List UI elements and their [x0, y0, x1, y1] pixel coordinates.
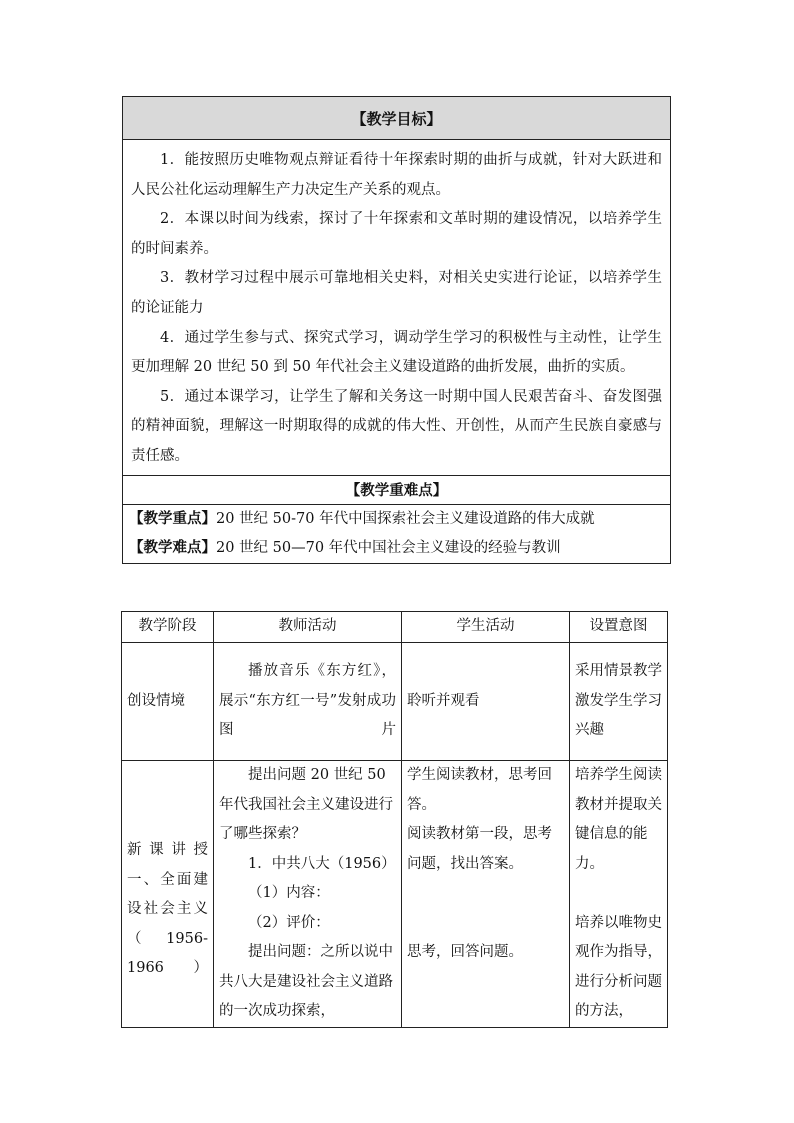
design-intent-cell: [570, 761, 668, 1028]
stage-text: 新课讲授一、全面建设社会主义（1956-1966）: [127, 842, 208, 976]
student-activity-text: 思考，回答问题。: [407, 944, 523, 960]
objectives-table: [122, 96, 671, 564]
table-header-row: [122, 612, 668, 643]
objective-item: 3．教材学习过程中展示可靠地相关史料，对相关史实进行论证，以培养学生的论证能力: [131, 270, 662, 316]
teacher-activity-text: 提出问题 20 世纪 50 年代我国社会主义建设进行了哪些探索？: [219, 767, 393, 842]
teaching-difficulty-text: 20 世纪 50—70 年代中国社会主义建设的经验与教训: [216, 539, 561, 556]
table-row: [122, 643, 668, 761]
teaching-difficulty-label: 【教学难点】: [129, 539, 216, 556]
teacher-activity-text: 1．中共八大（1956）: [248, 855, 396, 872]
stage-cell: 创设情境: [122, 643, 214, 761]
key-points: [123, 505, 670, 563]
intent-text: 培养以唯物史观作为指导，进行分析问题的方法，: [575, 914, 662, 1019]
student-activity-text: 学生阅读教材，思考回答。: [407, 767, 552, 813]
objective-item: 4．通过学生参与式、探究式学习，调动学生学习的积极性与主动性，让学生更加理解 20 世纪 50 到 50 年代社会主义建设道路的曲折发展，曲折的实质。: [131, 329, 662, 376]
header-teacher-activity: 教师活动: [214, 612, 402, 643]
teaching-focus-row: [129, 505, 670, 534]
teaching-focus-text: 20 世纪 50-70 年代中国探索社会主义建设道路的伟大成就: [216, 510, 595, 527]
key-points-title: 【教学重难点】: [123, 476, 670, 505]
objective-item: 2．本课以时间为线索，探讨了十年探索和文革时期的建设情况，以培养学生的时间素养。: [131, 211, 662, 257]
process-table: [121, 611, 668, 1028]
header-stage: 教学阶段: [122, 612, 214, 643]
stage-cell: [122, 761, 214, 1028]
student-activity-cell: [402, 761, 570, 1028]
teacher-activity-cell: [214, 761, 402, 1028]
teacher-activity-cell: [214, 643, 402, 761]
teaching-focus-label: 【教学重点】: [129, 510, 216, 527]
header-student-activity: 学生活动: [402, 612, 570, 643]
design-intent-cell: [570, 643, 668, 761]
objectives-list: [123, 140, 670, 476]
objective-item: 5．通过本课学习，让学生了解和关务这一时期中国人民艰苦奋斗、奋发图强的精神面貌，理解这一时期取得的成就的伟大性、开创性，从而产生民族自豪感与责任感。: [131, 388, 662, 464]
student-activity-text: 阅读教材第一段，思考问题，找出答案。: [407, 826, 552, 872]
objective-item: 1．能按照历史唯物观点辩证看待十年探索时期的曲折与成就，针对大跃进和人民公社化运动理解生产力决定生产关系的观点。: [131, 152, 662, 198]
teaching-difficulty-row: [129, 534, 670, 563]
objectives-title: 【教学目标】: [123, 97, 670, 140]
teacher-activity-text: （2）评价：: [248, 914, 330, 931]
teacher-activity-text: （1）内容：: [248, 885, 330, 901]
intent-text: 采用情景教学: [575, 663, 662, 680]
table-row: [122, 761, 668, 1028]
student-activity-cell: 聆听并观看: [402, 643, 570, 761]
intent-text: 培养学生阅读教材并提取关键信息的能力。: [575, 767, 662, 872]
teacher-activity-text: 提出问题：之所以说中共八大是建设社会主义道路的一次成功探索，: [219, 944, 393, 1019]
header-design-intent: 设置意图: [570, 612, 668, 643]
teacher-activity-text: 播放音乐《东方红》，展示“东方红一号”发射成功图片: [219, 663, 396, 739]
intent-text: 激发学生学习兴趣: [575, 692, 662, 739]
